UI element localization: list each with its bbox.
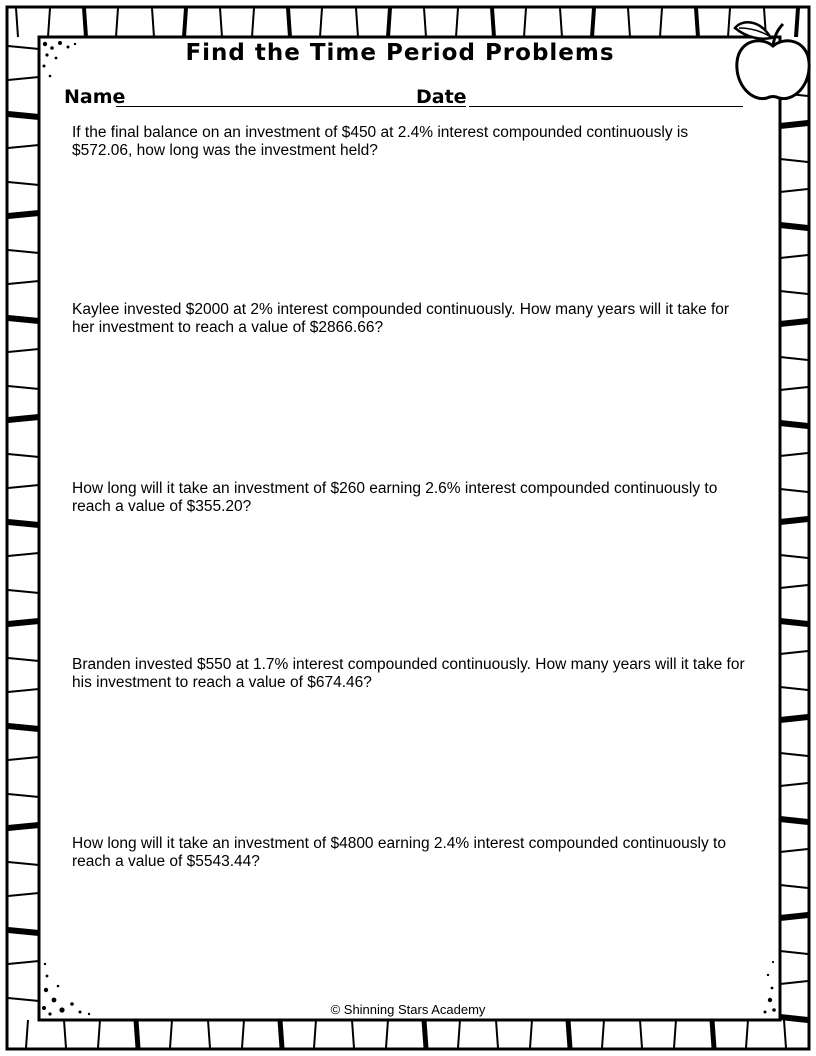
border-stripe [696,8,698,37]
border-stripe [8,862,39,865]
border-stripe [780,489,808,492]
border-stripe [530,1020,532,1048]
border-stripe [424,8,426,37]
border-stripe [780,981,808,984]
border-stripe [8,417,39,420]
border-stripe [602,1020,604,1048]
border-stripe [136,1020,138,1048]
border-stripe [560,8,562,37]
border-stripe [568,1020,570,1048]
border-stripe [780,915,808,918]
border-stripe [780,885,808,888]
border-stripe [780,753,808,756]
border-stripe [780,951,808,954]
border-stripe [628,8,630,37]
copyright-footer: © Shinning Stars Academy [330,1002,486,1017]
border-stripe [780,291,808,294]
border-stripe [784,1020,786,1048]
border-stripe [288,8,290,37]
border-stripe [780,423,808,426]
border-stripe [780,159,808,162]
border-stripe [8,485,39,488]
border-stripe [320,8,322,37]
border-stripe [84,8,86,37]
border-stripe [424,1020,426,1048]
border-stripe [780,225,808,228]
border-stripe [242,1020,244,1048]
border-stripe [8,998,39,1001]
border-stripe [8,349,39,352]
problem-1: If the final balance on an investment of $450 at 2.4% interest compounded continuously is $572.06, how long was the investment held? [72,124,689,159]
problem-3: How long will it take an investment of $260 earning 2.6% interest compounded continuously to reach a value of $355.20? [72,480,718,515]
border-stripe [8,726,39,729]
border-stripe [184,8,186,37]
border-stripe [458,1020,460,1048]
border-stripe [314,1020,316,1048]
border-stripe [780,321,808,324]
date-label: Date [416,86,467,108]
border-stripe [8,930,39,933]
border-stripe [456,8,458,37]
border-stripe [728,8,730,37]
border-stripe [660,8,662,37]
inner-frame [39,37,780,1020]
border-stripe [252,8,254,37]
problem-4: Branden invested $550 at 1.7% interest compounded continuously. How many years will it take for his investment to reach a value of $674.46? [72,656,745,691]
border-stripe [8,145,39,148]
border-stripe [492,8,494,37]
border-stripe [98,1020,100,1048]
name-date-row [64,86,744,112]
border-stripe [796,8,798,37]
border-stripe [780,357,808,360]
border-stripe [8,250,39,253]
border-stripe [152,8,154,37]
border-stripe [8,318,39,321]
border-stripe [780,651,808,654]
border-stripe [8,757,39,760]
border-stripe [8,182,39,185]
problem-5: How long will it take an investment of $4800 earning 2.4% interest compounded continuously to reach a value of $5543.44? [72,835,726,870]
border-stripe [780,189,808,192]
border-stripe [220,8,222,37]
border-stripe [386,1020,388,1048]
border-stripe [780,585,808,588]
date-field[interactable] [469,106,743,107]
border-stripe [524,8,526,37]
border-stripe [674,1020,676,1048]
border-stripe [8,213,39,216]
border-stripe [8,114,39,117]
border-stripe [16,8,18,37]
border-stripe [640,1020,642,1048]
border-stripe [780,519,808,522]
border-stripe [780,621,808,624]
border-stripe [116,8,118,37]
border-stripe [48,8,50,37]
border-stripe [746,1020,748,1048]
border-stripe [170,1020,172,1048]
border-stripe [280,1020,282,1048]
border-stripe [352,1020,354,1048]
border-stripe [8,77,39,80]
border-stripe [8,590,39,593]
border-stripe [8,794,39,797]
problem-2: Kaylee invested $2000 at 2% interest compounded continuously. How many years will it take for her investment to reach a value of $2866.66? [72,301,730,336]
border-stripe [780,255,808,258]
border-stripe [8,893,39,896]
border-stripe [780,555,808,558]
border-stripe [712,1020,714,1048]
border-stripe [8,553,39,556]
border-stripe [780,387,808,390]
page-title: Find the Time Period Problems [185,40,615,66]
border-stripe [8,825,39,828]
border-stripe [780,849,808,852]
border-stripe [780,453,808,456]
border-stripe [780,783,808,786]
border-stripe [356,8,358,37]
border-stripe [780,1017,808,1020]
border-stripe [592,8,594,37]
border-stripe [780,687,808,690]
border-stripe [8,522,39,525]
border-stripe [208,1020,210,1048]
name-field[interactable] [116,106,466,107]
border-stripe [8,689,39,692]
name-label: Name [64,86,126,108]
border-stripe [64,1020,66,1048]
border-stripe [780,819,808,822]
border-stripe [26,1020,28,1048]
border-stripe [388,8,390,37]
border-stripe [8,658,39,661]
border-stripe [8,454,39,457]
border-stripe [780,123,808,126]
border-stripe [780,717,808,720]
border-stripe [8,281,39,284]
border-stripe [496,1020,498,1048]
border-stripe [8,621,39,624]
border-stripe [8,961,39,964]
border-stripe [8,386,39,389]
